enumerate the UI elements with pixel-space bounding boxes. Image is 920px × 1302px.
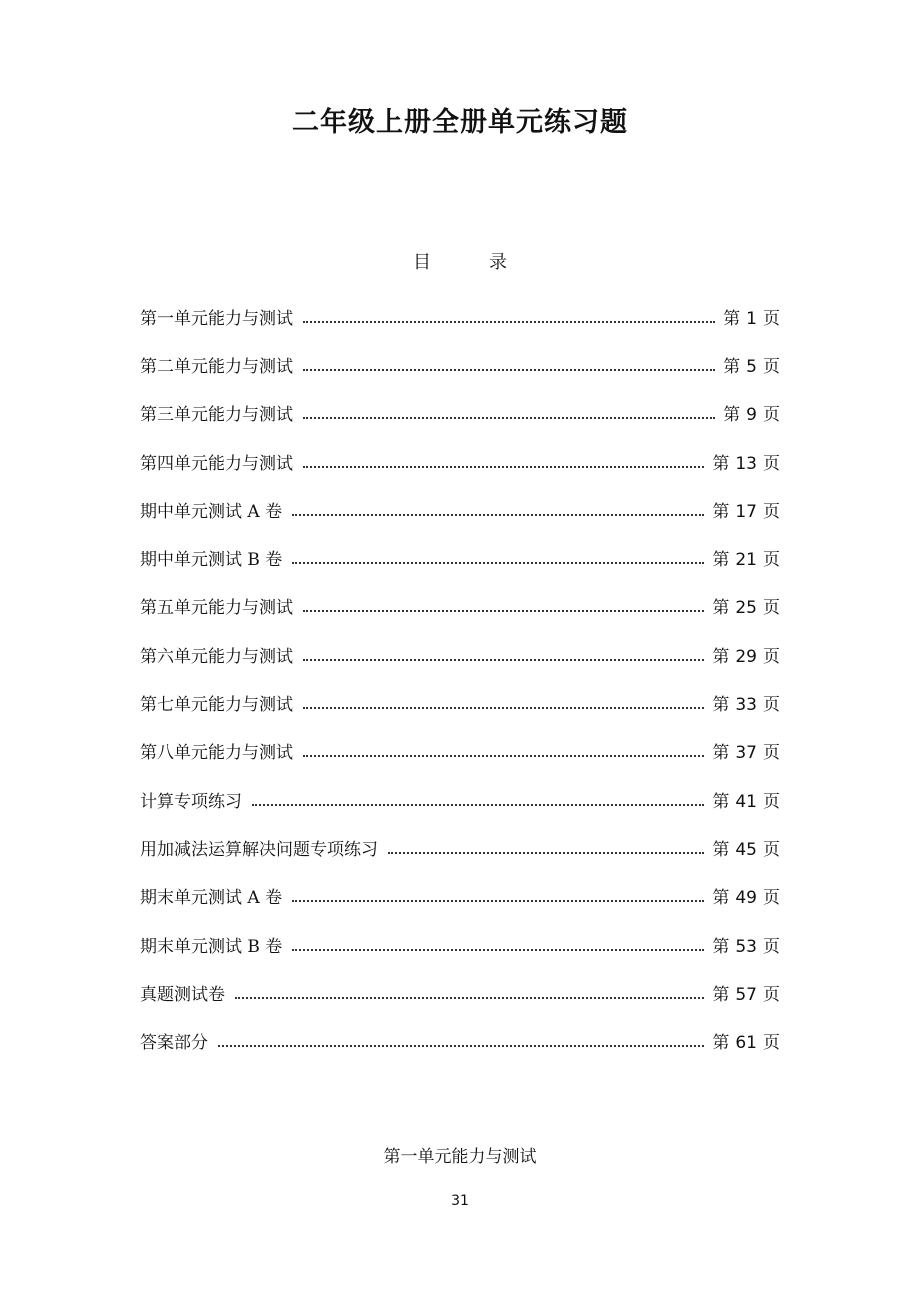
toc-page-number: 33 bbox=[735, 695, 757, 716]
toc-dot-leader bbox=[292, 513, 704, 516]
toc-entry[interactable] bbox=[140, 727, 780, 775]
toc-entry-label: 第一单元能力与测试 bbox=[140, 308, 293, 329]
toc-entry-page: 第 49 页 bbox=[712, 888, 780, 909]
toc-dot-leader bbox=[292, 899, 704, 902]
toc-entry-page: 第 33 页 bbox=[712, 695, 780, 716]
toc-dot-leader bbox=[303, 658, 704, 661]
toc-page-number: 17 bbox=[735, 501, 757, 522]
toc-entry-label: 用加减法运算解决问题专项练习 bbox=[140, 839, 378, 860]
toc-entry-page: 第 45 页 bbox=[712, 839, 780, 860]
toc-entry-page: 第 53 页 bbox=[712, 936, 780, 957]
toc-dot-leader bbox=[303, 465, 704, 468]
toc-entry-page: 第 61 页 bbox=[712, 1033, 780, 1054]
toc-entry-page: 第 57 页 bbox=[712, 984, 780, 1005]
toc-entry-label: 第六单元能力与测试 bbox=[140, 646, 293, 667]
toc-entry[interactable] bbox=[140, 485, 780, 533]
toc-page-number: 25 bbox=[735, 598, 757, 619]
toc-entry-label: 第四单元能力与测试 bbox=[140, 453, 293, 474]
toc-page-number: 37 bbox=[735, 743, 757, 764]
toc-page-number: 61 bbox=[735, 1033, 757, 1054]
toc-heading bbox=[0, 248, 920, 274]
toc-dot-leader bbox=[303, 416, 715, 419]
toc-entry-page: 第 13 页 bbox=[712, 453, 780, 474]
toc-dot-leader bbox=[235, 996, 704, 999]
toc-page-number: 9 bbox=[746, 405, 757, 426]
section-title: 第一单元能力与测试 bbox=[383, 1147, 537, 1167]
toc-page-number: 1 bbox=[746, 308, 757, 329]
toc-entry[interactable] bbox=[140, 630, 780, 678]
toc-entry-label: 计算专项练习 bbox=[140, 791, 242, 812]
toc-entry-page: 第 41 页 bbox=[712, 791, 780, 812]
toc-entry[interactable] bbox=[140, 920, 780, 968]
toc-page-number: 5 bbox=[746, 356, 757, 377]
page-number: 31 bbox=[451, 1193, 469, 1209]
toc-page-number: 29 bbox=[735, 646, 757, 667]
toc-heading-char-1: 目 bbox=[413, 252, 431, 273]
toc-entry-page: 第 5 页 bbox=[723, 356, 780, 377]
toc-page-number: 13 bbox=[735, 453, 757, 474]
toc-page-number: 57 bbox=[735, 984, 757, 1005]
toc-entry-page: 第 29 页 bbox=[712, 646, 780, 667]
toc-entry-page: 第 21 页 bbox=[712, 550, 780, 571]
toc-entry[interactable] bbox=[140, 968, 780, 1016]
toc-entry[interactable] bbox=[140, 1016, 780, 1064]
toc-page-number: 21 bbox=[735, 550, 757, 571]
toc-entry-page: 第 17 页 bbox=[712, 501, 780, 522]
toc-entry-label: 期末单元测试 B 卷 bbox=[140, 936, 283, 957]
toc-entry[interactable] bbox=[140, 775, 780, 823]
toc-entry-label: 第二单元能力与测试 bbox=[140, 356, 293, 377]
toc-entry[interactable] bbox=[140, 292, 780, 340]
toc-entry[interactable] bbox=[140, 872, 780, 920]
toc-dot-leader bbox=[252, 803, 704, 806]
toc-entry-label: 真题测试卷 bbox=[140, 984, 225, 1005]
toc-heading-char-2: 录 bbox=[489, 252, 507, 273]
toc-page-number: 53 bbox=[735, 936, 757, 957]
toc-entry-page: 第 1 页 bbox=[723, 308, 780, 329]
toc-entry-label: 第三单元能力与测试 bbox=[140, 405, 293, 426]
toc-entry[interactable] bbox=[140, 678, 780, 726]
toc-entry-page: 第 25 页 bbox=[712, 598, 780, 619]
toc-entry-label: 第五单元能力与测试 bbox=[140, 598, 293, 619]
toc-dot-leader bbox=[292, 561, 704, 564]
toc-dot-leader bbox=[303, 754, 704, 757]
toc-page-number: 45 bbox=[735, 839, 757, 860]
toc-entry[interactable] bbox=[140, 582, 780, 630]
toc-entry-page: 第 9 页 bbox=[723, 405, 780, 426]
toc-dot-leader bbox=[292, 948, 704, 951]
toc-dot-leader bbox=[303, 368, 715, 371]
toc-dot-leader bbox=[303, 706, 704, 709]
toc-entry-page: 第 37 页 bbox=[712, 743, 780, 764]
toc-entry[interactable] bbox=[140, 823, 780, 871]
toc-page-number: 41 bbox=[735, 791, 757, 812]
toc-entry-label: 期中单元测试 A 卷 bbox=[140, 501, 283, 522]
toc-page-number: 49 bbox=[735, 888, 757, 909]
toc-entry[interactable] bbox=[140, 340, 780, 388]
toc-entry-label: 第八单元能力与测试 bbox=[140, 743, 293, 764]
toc-dot-leader bbox=[303, 320, 715, 323]
page-title: 二年级上册全册单元练习题 bbox=[292, 107, 628, 139]
toc-dot-leader bbox=[218, 1044, 704, 1047]
toc-entry-label: 期末单元测试 A 卷 bbox=[140, 888, 283, 909]
toc-entry-label: 期中单元测试 B 卷 bbox=[140, 550, 283, 571]
table-of-contents bbox=[140, 292, 780, 1065]
toc-dot-leader bbox=[388, 851, 704, 854]
toc-entry[interactable] bbox=[140, 437, 780, 485]
toc-entry-label: 答案部分 bbox=[140, 1033, 208, 1054]
toc-entry[interactable] bbox=[140, 389, 780, 437]
toc-entry-label: 第七单元能力与测试 bbox=[140, 695, 293, 716]
toc-dot-leader bbox=[303, 609, 704, 612]
toc-entry[interactable] bbox=[140, 533, 780, 581]
